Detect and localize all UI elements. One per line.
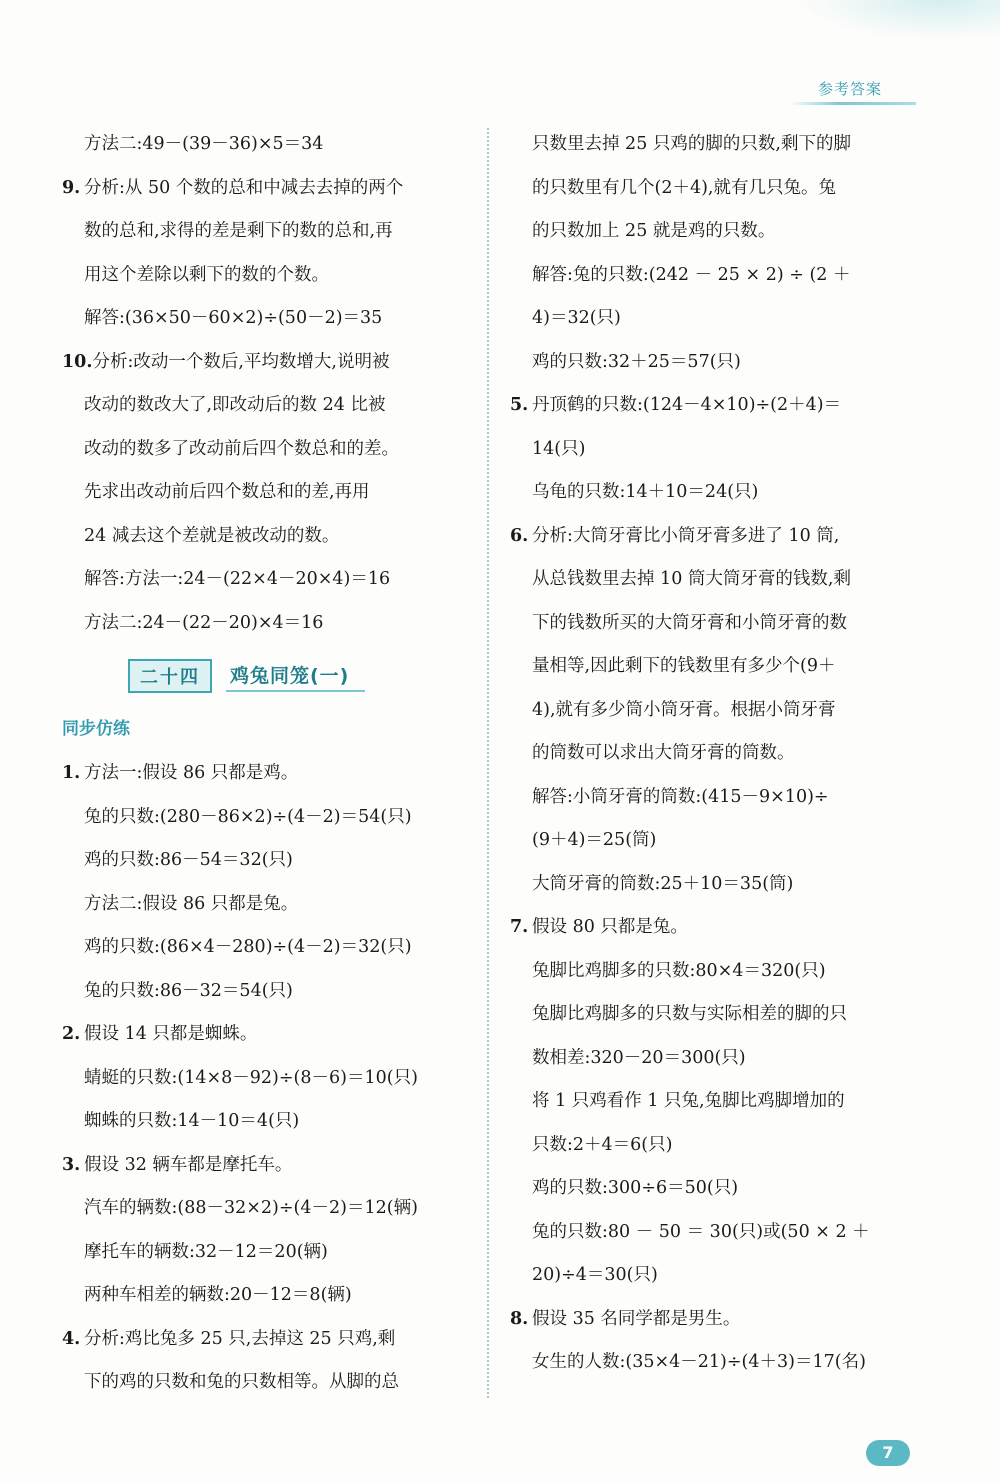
header-label: 参考答案 — [818, 80, 883, 98]
line-text: 方法二:49－(39－36)×5＝34 — [84, 134, 324, 154]
line-text: 大筒牙膏的筒数:25＋10＝35(筒) — [532, 873, 794, 894]
left-column — [62, 123, 472, 1405]
answer-line — [510, 167, 920, 211]
line-text: 先求出改动前后四个数总和的差,再用 — [84, 482, 370, 502]
section-title — [62, 645, 472, 707]
answer-line — [62, 471, 472, 515]
section-index: 二十四 — [128, 659, 212, 693]
line-text: 假设 14 只都是蜘蛛。 — [84, 1024, 258, 1044]
line-text: 分析:改动一个数后,平均数增大,说明被 — [92, 351, 390, 372]
answer-line — [510, 123, 920, 167]
line-text: 20)÷4＝30(只) — [532, 1265, 658, 1285]
line-text: 兔的只数:80 － 50 ＝ 30(只)或(50 × 2 ＋ — [532, 1221, 870, 1242]
answer-line — [62, 970, 472, 1014]
line-text: 两种车相差的辆数:20－12＝8(辆) — [84, 1285, 352, 1305]
answer-line — [510, 1080, 920, 1124]
answer-line — [62, 558, 472, 602]
line-text: 只数里去掉 25 只鸡的脚的只数,剩下的脚 — [532, 134, 851, 154]
answer-line — [510, 1037, 920, 1081]
answer-line — [510, 1254, 920, 1298]
line-text: 摩托车的辆数:32－12＝20(辆) — [84, 1241, 328, 1262]
answer-line — [510, 297, 920, 341]
line-text: 量相等,因此剩下的钱数里有多少个(9＋ — [532, 656, 836, 676]
column-divider — [487, 128, 489, 1398]
answer-line — [62, 1274, 472, 1318]
answer-line — [510, 732, 920, 776]
line-text: 乌龟的只数:14＋10＝24(只) — [532, 482, 759, 502]
answer-line — [62, 384, 472, 428]
right-column — [510, 123, 920, 1385]
answer-line — [510, 428, 920, 472]
question-number: 5. — [510, 395, 529, 415]
line-text: 兔脚比鸡脚多的只数:80×4＝320(只) — [532, 960, 826, 981]
question-line — [510, 384, 920, 428]
answer-line — [62, 123, 472, 167]
answer-line — [510, 1167, 920, 1211]
question-line — [62, 752, 472, 796]
answer-line — [62, 602, 472, 646]
line-text: 女生的人数:(35×4－21)÷(4＋3)＝17(名) — [532, 1352, 866, 1372]
answer-line — [62, 1100, 472, 1144]
answer-line — [510, 993, 920, 1037]
line-text: 下的鸡的只数和兔的只数相等。从脚的总 — [84, 1372, 399, 1392]
line-text: 的只数加上 25 就是鸡的只数。 — [532, 221, 776, 241]
line-text: 方法二:假设 86 只都是兔。 — [84, 893, 299, 914]
answer-line — [62, 1187, 472, 1231]
answer-line — [510, 819, 920, 863]
line-text: 下的钱数所买的大筒牙膏和小筒牙膏的数 — [532, 612, 847, 633]
line-text: 改动的数多了改动前后四个数总和的差。 — [84, 438, 399, 459]
answer-line — [62, 926, 472, 970]
answer-line — [510, 471, 920, 515]
line-text: 蜻蜓的只数:(14×8－92)÷(8－6)＝10(只) — [84, 1067, 418, 1088]
question-number: 2. — [62, 1024, 81, 1044]
question-line — [510, 906, 920, 950]
question-line — [62, 1318, 472, 1362]
line-text: 从总钱数里去掉 10 筒大筒牙膏的钱数,剩 — [532, 569, 851, 589]
answer-line — [510, 863, 920, 907]
line-text: 只数:2＋4＝6(只) — [532, 1134, 673, 1155]
line-text: 将 1 只鸡看作 1 只兔,兔脚比鸡脚增加的 — [532, 1091, 845, 1111]
subhead-practice: 同步仿练 — [62, 719, 130, 739]
question-number: 1. — [62, 763, 81, 783]
answer-line — [510, 645, 920, 689]
line-text: 假设 32 辆车都是摩托车。 — [84, 1154, 293, 1175]
question-number: 9. — [62, 177, 81, 198]
line-text: 的只数里有几个(2＋4),就有几只兔。兔 — [532, 177, 836, 198]
question-line — [62, 1144, 472, 1188]
answer-line — [510, 689, 920, 733]
question-number: 7. — [510, 917, 529, 937]
question-line — [62, 167, 472, 211]
answer-line — [62, 210, 472, 254]
header-rule — [790, 102, 916, 105]
line-text: 方法二:24－(22－20)×4＝16 — [84, 612, 324, 633]
answer-line — [510, 1211, 920, 1255]
question-number: 6. — [510, 525, 529, 546]
answer-line — [510, 602, 920, 646]
left-before-section — [62, 123, 472, 645]
line-text: 改动的数改大了,即改动后的数 24 比被 — [84, 395, 386, 415]
line-text: 解答:小筒牙膏的筒数:(415－9×10)÷ — [532, 786, 829, 807]
line-text: 鸡的只数:32＋25＝57(只) — [532, 351, 741, 372]
line-text: 汽车的辆数:(88－32×2)÷(4－2)＝12(辆) — [84, 1198, 418, 1218]
line-text: 14(只) — [532, 438, 586, 459]
question-number: 4. — [62, 1328, 81, 1349]
line-text: 解答:(36×50－60×2)÷(50－2)＝35 — [84, 308, 383, 328]
answer-line — [510, 950, 920, 994]
line-text: 兔脚比鸡脚多的只数与实际相差的脚的只 — [532, 1004, 847, 1024]
line-text: 兔的只数:(280－86×2)÷(4－2)＝54(只) — [84, 806, 412, 827]
question-line — [510, 515, 920, 559]
question-number: 10. — [62, 351, 93, 372]
line-text: 的筒数可以求出大筒牙膏的筒数。 — [532, 743, 795, 763]
left-after-section — [62, 752, 472, 1405]
line-text: 分析:鸡比兔多 25 只,去掉这 25 只鸡,剩 — [84, 1328, 396, 1349]
line-text: 假设 80 只都是兔。 — [532, 917, 688, 937]
answer-line — [62, 515, 472, 559]
line-text: 解答:方法一:24－(22×4－20×4)＝16 — [84, 569, 391, 589]
line-text: (9＋4)＝25(筒) — [532, 830, 657, 850]
line-text: 数相差:320－20＝300(只) — [532, 1047, 746, 1068]
answer-line — [62, 254, 472, 298]
line-text: 4),就有多少筒小筒牙膏。根据小筒牙膏 — [532, 699, 836, 720]
line-text: 鸡的只数:86－54＝32(只) — [84, 850, 293, 870]
line-text: 分析:从 50 个数的总和中减去去掉的两个 — [84, 177, 404, 198]
page-number: 7 — [866, 1440, 910, 1466]
answer-line — [62, 297, 472, 341]
answer-line — [510, 341, 920, 385]
line-text: 鸡的只数:(86×4－280)÷(4－2)＝32(只) — [84, 937, 412, 957]
line-text: 鸡的只数:300÷6＝50(只) — [532, 1178, 739, 1198]
question-line — [62, 1013, 472, 1057]
line-text: 假设 35 名同学都是男生。 — [532, 1308, 741, 1329]
question-line — [62, 341, 472, 385]
right-lines — [510, 123, 920, 1385]
line-text: 数的总和,求得的差是剩下的数的总和,再 — [84, 221, 393, 241]
question-line — [510, 1298, 920, 1342]
answer-line — [510, 1124, 920, 1168]
line-text: 用这个差除以剩下的数的个数。 — [84, 264, 329, 285]
line-text: 分析:大筒牙膏比小筒牙膏多进了 10 筒, — [532, 525, 840, 546]
answer-line — [62, 839, 472, 883]
line-text: 方法一:假设 86 只都是鸡。 — [84, 763, 299, 783]
answer-line — [62, 428, 472, 472]
line-text: 4)＝32(只) — [532, 308, 621, 328]
answer-line — [62, 1057, 472, 1101]
answer-line — [510, 776, 920, 820]
answer-line — [62, 796, 472, 840]
answer-line — [62, 883, 472, 927]
line-text: 兔的只数:86－32＝54(只) — [84, 980, 293, 1001]
question-number: 8. — [510, 1308, 529, 1329]
answer-line — [510, 558, 920, 602]
answer-line — [510, 210, 920, 254]
line-text: 蜘蛛的只数:14－10＝4(只) — [84, 1111, 300, 1131]
line-text: 解答:兔的只数:(242 － 25 × 2) ÷ (2 ＋ — [532, 264, 851, 285]
answer-line — [510, 254, 920, 298]
header-decoration — [800, 0, 1000, 40]
section-name: 鸡兔同笼(一) — [226, 661, 365, 692]
line-text: 24 减去这个差就是被改动的数。 — [84, 525, 340, 546]
question-number: 3. — [62, 1154, 81, 1175]
answer-line — [510, 1341, 920, 1385]
line-text: 丹顶鹤的只数:(124－4×10)÷(2＋4)＝ — [532, 395, 842, 415]
answer-line — [62, 1231, 472, 1275]
answer-line — [62, 1361, 472, 1405]
